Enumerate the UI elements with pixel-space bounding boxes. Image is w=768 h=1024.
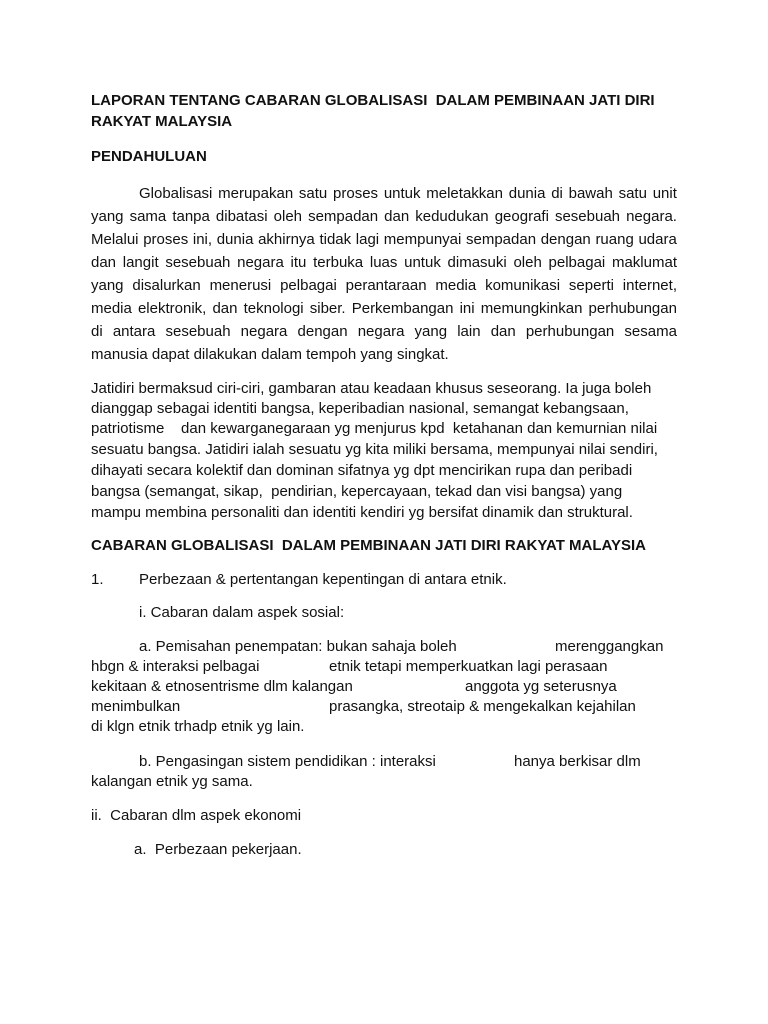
word: unit: [652, 185, 677, 202]
paragraph-line: sesuatu bangsa. Jatidiri ialah sesuatu yg kita miliki bersama, mempunyai nilai sendiri,: [91, 441, 658, 458]
word: negara.: [626, 208, 677, 225]
word: sesebuah: [165, 254, 231, 271]
paragraph-line: manusia dapat dilakukan dalam tempoh yang singkat.: [91, 346, 449, 363]
word: teknologi: [243, 300, 304, 317]
subheading-sosial: i. Cabaran dalam aspek sosial:: [139, 604, 345, 621]
word: yang: [91, 277, 124, 294]
sub-item-pekerjaan: a. Perbezaan pekerjaan.: [134, 841, 302, 858]
word: bawah: [568, 185, 613, 202]
word: satu: [298, 185, 328, 202]
word: internet,: [622, 277, 677, 294]
sub-item-a-text: menimbulkan: [91, 698, 181, 715]
word: yang: [91, 208, 124, 225]
heading-cabaran: CABARAN GLOBALISASI DALAM PEMBINAAN JATI DIRI RAKYAT MALAYSIA: [91, 537, 647, 554]
word: perantaraan: [345, 277, 427, 294]
word: perhubungan: [525, 323, 615, 340]
word: media: [435, 277, 477, 294]
paragraph-line: [91, 230, 677, 250]
paragraph-line: [91, 207, 677, 227]
paragraph-line: [91, 276, 677, 296]
word: untuk: [383, 185, 421, 202]
word: luas: [369, 254, 398, 271]
word: ini: [459, 300, 475, 317]
word: ruang: [595, 231, 634, 248]
word: dengan: [540, 231, 591, 248]
word: ini,: [192, 231, 213, 248]
word: lain: [457, 323, 481, 340]
sub-item-a-text: di klgn etnik trhadp etnik yg lain.: [91, 718, 305, 735]
word: satu: [618, 185, 647, 202]
word: dan: [91, 254, 117, 271]
word: oleh: [273, 208, 303, 225]
word: itu: [290, 254, 307, 271]
word: lagi: [355, 231, 380, 248]
word: sempadan: [466, 231, 537, 248]
word: Globalisasi: [139, 185, 213, 202]
word: komunikasi: [485, 277, 561, 294]
paragraph-line: mampu membina personaliti dan identiti kendiri yg bersifat dinamik dan struktural.: [91, 504, 633, 521]
word: kedudukan: [415, 208, 489, 225]
word: sempadan: [308, 208, 379, 225]
sub-item-b-text: b. Pengasingan sistem pendidikan : interaksi: [139, 753, 436, 770]
paragraph-line: [91, 322, 677, 342]
sub-item-a-text: prasangka, streotaip & mengekalkan kejahilan: [329, 698, 636, 715]
word: yang: [414, 323, 448, 340]
report-title-line-2: RAKYAT MALAYSIA: [91, 113, 233, 130]
word: elektronik,: [137, 300, 207, 317]
word: tidak: [319, 231, 352, 248]
paragraph-line: dihayati secara kolektif dan dominan sifatnya yg dpt mencirikan rupa dan peribadi: [91, 462, 633, 479]
item-number: 1.: [91, 571, 104, 588]
word: proses: [333, 185, 379, 202]
paragraph-line: Jatidiri bermaksud ciri-ciri, gambaran atau keadaan khusus seseorang. Ia juga boleh: [91, 380, 652, 397]
word: sesama: [624, 323, 677, 340]
word: media: [91, 300, 132, 317]
word: maklumat: [611, 254, 677, 271]
word: terbuka: [313, 254, 364, 271]
word: sama: [129, 208, 167, 225]
word: dan: [384, 208, 410, 225]
word: langit: [122, 254, 159, 271]
word: perhubungan: [588, 300, 677, 317]
word: negara: [357, 323, 405, 340]
paragraph-line: patriotisme dan kewarganegaraan yg menjurus kpd ketahanan dan kemurnian nilai: [91, 420, 658, 437]
word: dunia: [216, 231, 254, 248]
word: disalurkan: [132, 277, 201, 294]
sub-item-a-text: a. Pemisahan penempatan: bukan sahaja boleh: [139, 638, 457, 655]
sub-item-a-text: anggota yg seterusnya: [465, 678, 617, 695]
word: memungkinkan: [480, 300, 583, 317]
word: pelbagai: [280, 277, 337, 294]
word: geografi: [494, 208, 549, 225]
word: negara: [237, 254, 284, 271]
paragraph-line: [91, 253, 677, 273]
word: dunia: [508, 185, 546, 202]
word: di: [91, 323, 103, 340]
sub-item-b-text: kalangan etnik yg sama.: [91, 773, 253, 790]
word: seperti: [568, 277, 614, 294]
word: pelbagai: [548, 254, 606, 271]
word: udara: [638, 231, 677, 248]
word: akhirnya: [258, 231, 315, 248]
word: meletakkan: [426, 185, 503, 202]
word: merupakan: [218, 185, 294, 202]
word: Melalui: [91, 231, 139, 248]
sub-item-a-text: merenggangkan: [555, 638, 664, 655]
word: dan: [212, 300, 238, 317]
subheading-ekonomi: ii. Cabaran dlm aspek ekonomi: [91, 807, 302, 824]
word: siber.: [309, 300, 346, 317]
sub-item-b-text: hanya berkisar dlm: [514, 753, 641, 770]
word: dimasuki: [447, 254, 507, 271]
word: di: [551, 185, 563, 202]
paragraph-line: bangsa (semangat, sikap, pendirian, kepercayaan, tekad dan visi bangsa) yang: [91, 483, 623, 500]
report-title-line-1: LAPORAN TENTANG CABARAN GLOBALISASI DALAM PEMBINAAN JATI DIRI: [91, 92, 655, 109]
word: negara: [240, 323, 288, 340]
paragraph-line: [91, 299, 677, 319]
word: dan: [490, 323, 516, 340]
item-text: Perbezaan & pertentangan kepentingan di antara etnik.: [139, 571, 507, 588]
word: Perkembangan: [351, 300, 454, 317]
word: untuk: [404, 254, 441, 271]
word: proses: [143, 231, 189, 248]
word: antara: [112, 323, 156, 340]
sub-item-a-text: kekitaan & etnosentrisme dlm kalangan: [91, 678, 353, 695]
word: dibatasi: [215, 208, 268, 225]
sub-item-a-text: etnik tetapi memperkuatkan lagi perasaan: [329, 658, 608, 675]
word: sesebuah: [554, 208, 621, 225]
sub-item-a-text: hbgn & interaksi pelbagai: [91, 658, 260, 675]
word: dengan: [297, 323, 348, 340]
word: tanpa: [172, 208, 210, 225]
word: mempunyai: [383, 231, 462, 248]
paragraph-line: [139, 184, 677, 204]
paragraph-line: dianggap sebagai identiti bangsa, keperibadian nasional, semangat kebangsaan,: [91, 400, 629, 417]
word: menerusi: [209, 277, 272, 294]
word: oleh: [513, 254, 542, 271]
word: sesebuah: [165, 323, 231, 340]
heading-pendahuluan: PENDAHULUAN: [91, 148, 207, 165]
